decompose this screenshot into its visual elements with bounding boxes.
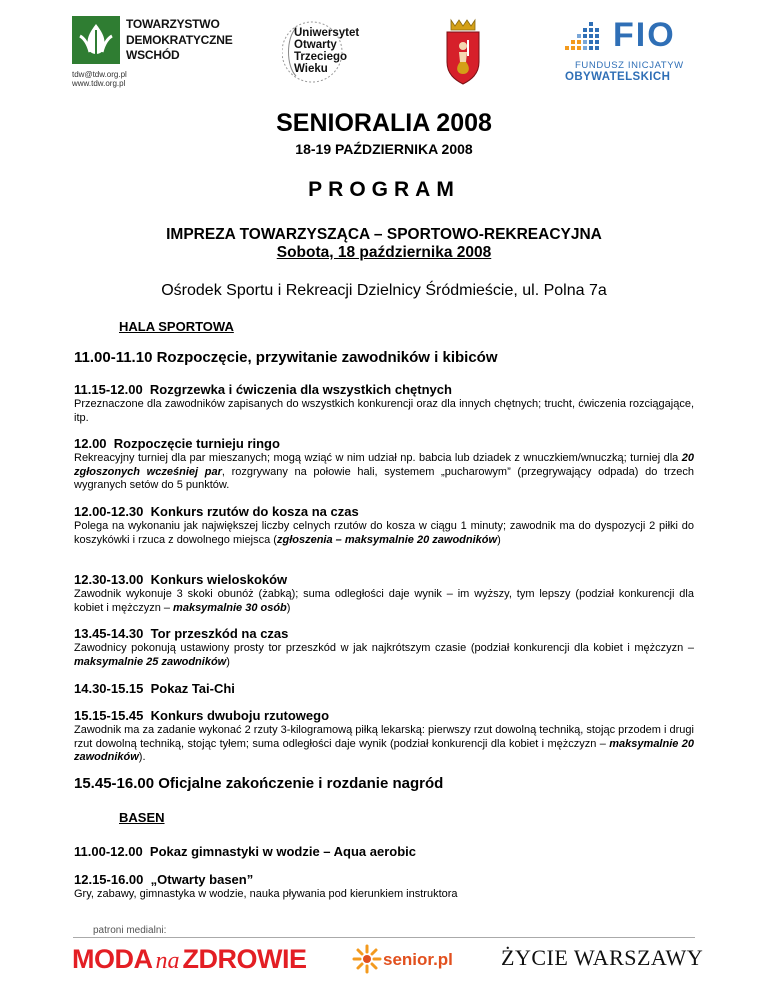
hala-item-6	[74, 626, 694, 669]
item-time: 11.00-11.10	[74, 349, 153, 366]
footer-divider	[73, 937, 695, 938]
uttw-logo	[282, 16, 370, 88]
item-title: Rozpoczęcie, przywitanie zawodników i kibiców	[156, 349, 498, 366]
fio-subtitle-1: FUNDUSZ INICJATYW	[575, 60, 684, 71]
senior-pl-text: senior.pl	[383, 950, 453, 969]
item-time: 15.45-16.00	[74, 775, 155, 792]
hala-item-9	[74, 775, 694, 793]
item-time: 15.15-15.45	[74, 708, 144, 723]
hala-item-5	[74, 572, 694, 615]
tdw-emblem-icon	[72, 16, 120, 64]
item-description: Przeznaczone dla zawodników zapisanych do wszystkich konkurencji oraz dla innych chętnych; trucht, ćwiczenia rozciągające, itp.	[74, 398, 694, 424]
item-description: Zawodnik ma za zadanie wykonać 2 rzuty 3-kilogramową piłką lekarską: pierwszy rzut dowolną techniką, stojąc przodem i drugi rzut dowolną techniką, stojąc tyłem; suma odległości daje wynik (podział konkurencji dla kobiet i mężczyzn – maksymalnie 20 zawodników).	[74, 724, 694, 763]
fio-letters: FIO	[613, 16, 676, 54]
item-title: Konkurs wieloskoków	[150, 572, 288, 587]
uttw-line4: Wieku	[294, 63, 328, 75]
tdw-name-line2: DEMOKRATYCZNE	[126, 32, 233, 47]
page-title: SENIORALIA 2008	[276, 109, 492, 137]
tdw-name	[126, 17, 246, 64]
zdrowie-word: ZDROWIE	[182, 944, 307, 974]
item-title: Konkurs dwuboju rzutowego	[150, 708, 330, 723]
item-description: Rekreacyjny turniej dla par mieszanych; mogą wziąć w nim udział np. babcia lub dziadek z wnuczkiem/wnuczką; turniej dla 20 zgłoszonych wcześniej par, rozgrywany na połowie hali, systemem „pucharowym” (przegrywający odpada) do trzech wygranych setów do 5 punktów.	[74, 452, 694, 491]
warsaw-coat-of-arms	[443, 16, 483, 91]
item-time: 13.45-14.30	[74, 626, 144, 641]
item-title: Rozpoczęcie turnieju ringo	[113, 436, 280, 451]
hala-item-1	[74, 349, 694, 367]
tdw-name-line3: WSCHÓD	[126, 48, 180, 62]
item-time: 14.30-15.15	[74, 681, 144, 696]
fio-subtitle-2: OBYWATELSKICH	[565, 71, 671, 83]
moda-word: MODA	[72, 944, 153, 974]
item-title: Pokaz Tai-Chi	[150, 681, 235, 696]
basen-item-2	[74, 872, 694, 902]
item-description: Zawodnik wykonuje 3 skoki obunóż (żabką); suma odległości daje wynik – im wyższy, tym lepszy (podział konkurencji dla kobiet i mężczyzn – maksymalnie 30 osób)	[74, 588, 694, 614]
item-title: Rozgrzewka i ćwiczenia dla wszystkich chętnych	[149, 382, 452, 397]
section-basen: BASEN	[119, 810, 165, 825]
item-time: 12.00	[74, 436, 107, 451]
item-title: Tor przeszkód na czas	[150, 626, 289, 641]
item-time: 11.15-12.00	[74, 382, 143, 397]
tdw-contact	[72, 70, 212, 88]
event-dates: 18-19 PAŹDZIERNIKA 2008	[295, 141, 473, 157]
fio-dots-icon	[563, 18, 607, 54]
event-name: IMPREZA TOWARZYSZĄCA – SPORTOWO-REKREACYJNA	[166, 226, 602, 243]
item-description: Zawodnicy pokonują ustawiony prosty tor przeszkód w jak najkrótszym czasie (podział konkurencji dla kobiet i mężczyzn – maksymalnie 25 zawodników)	[74, 642, 694, 668]
uttw-line1: Uniwersytet	[294, 27, 360, 39]
item-description: Gry, zabawy, gimnastyka w wodzie, nauka pływania pod kierunkiem instruktora	[74, 888, 458, 900]
item-title: Oficjalne zakończenie i rozdanie nagród	[158, 775, 444, 792]
item-time: 12.00-12.30	[74, 504, 144, 519]
media-patrons-label: patroni medialni:	[93, 925, 167, 936]
zycie-warszawy-logo: ŻYCIE WARSZAWY	[501, 945, 704, 970]
item-description: Polega na wykonaniu jak największej liczby celnych rzutów do kosza w ciągu 1 minuty; zawodnik ma do dyspozycji 2 piłki do koszykówki i rzuca z dowolnego miejsca (zgłoszenia – maksymalnie 20 zawodników)	[74, 520, 694, 546]
item-title: „Otwarty basen”	[150, 872, 254, 887]
moda-na-zdrowie-logo	[72, 944, 307, 975]
coat-of-arms-icon	[443, 16, 483, 86]
program-heading: PROGRAM	[308, 178, 460, 201]
section-hala: HALA SPORTOWA	[119, 319, 234, 334]
na-word: na	[155, 948, 180, 974]
fio-logo	[563, 18, 693, 88]
item-time: 12.30-13.00	[74, 572, 144, 587]
event-date: Sobota, 18 października 2008	[276, 244, 492, 261]
hala-item-7	[74, 681, 694, 697]
hala-item-3	[74, 436, 694, 493]
tdw-email: tdw@tdw.org.pl	[72, 70, 127, 79]
item-title: Pokaz gimnastyki w wodzie – Aqua aerobic	[149, 844, 417, 859]
tdw-www: www.tdw.org.pl	[72, 79, 126, 88]
item-time: 12.15-16.00	[74, 872, 144, 887]
basen-item-1	[74, 844, 694, 860]
uttw-name	[294, 27, 359, 75]
tdw-name-line1: TOWARZYSTWO	[126, 17, 220, 31]
uttw-line3: Trzeciego	[294, 51, 348, 63]
item-title: Konkurs rzutów do kosza na czas	[150, 504, 359, 519]
sun-icon	[352, 944, 382, 974]
item-time: 11.00-12.00	[74, 844, 143, 859]
hala-item-4	[74, 504, 694, 547]
venue: Ośrodek Sportu i Rekreacji Dzielnicy Śródmieście, ul. Polna 7a	[161, 282, 607, 299]
uttw-line2: Otwarty	[294, 39, 337, 51]
hala-item-8	[74, 708, 694, 765]
hala-item-2	[74, 382, 694, 425]
